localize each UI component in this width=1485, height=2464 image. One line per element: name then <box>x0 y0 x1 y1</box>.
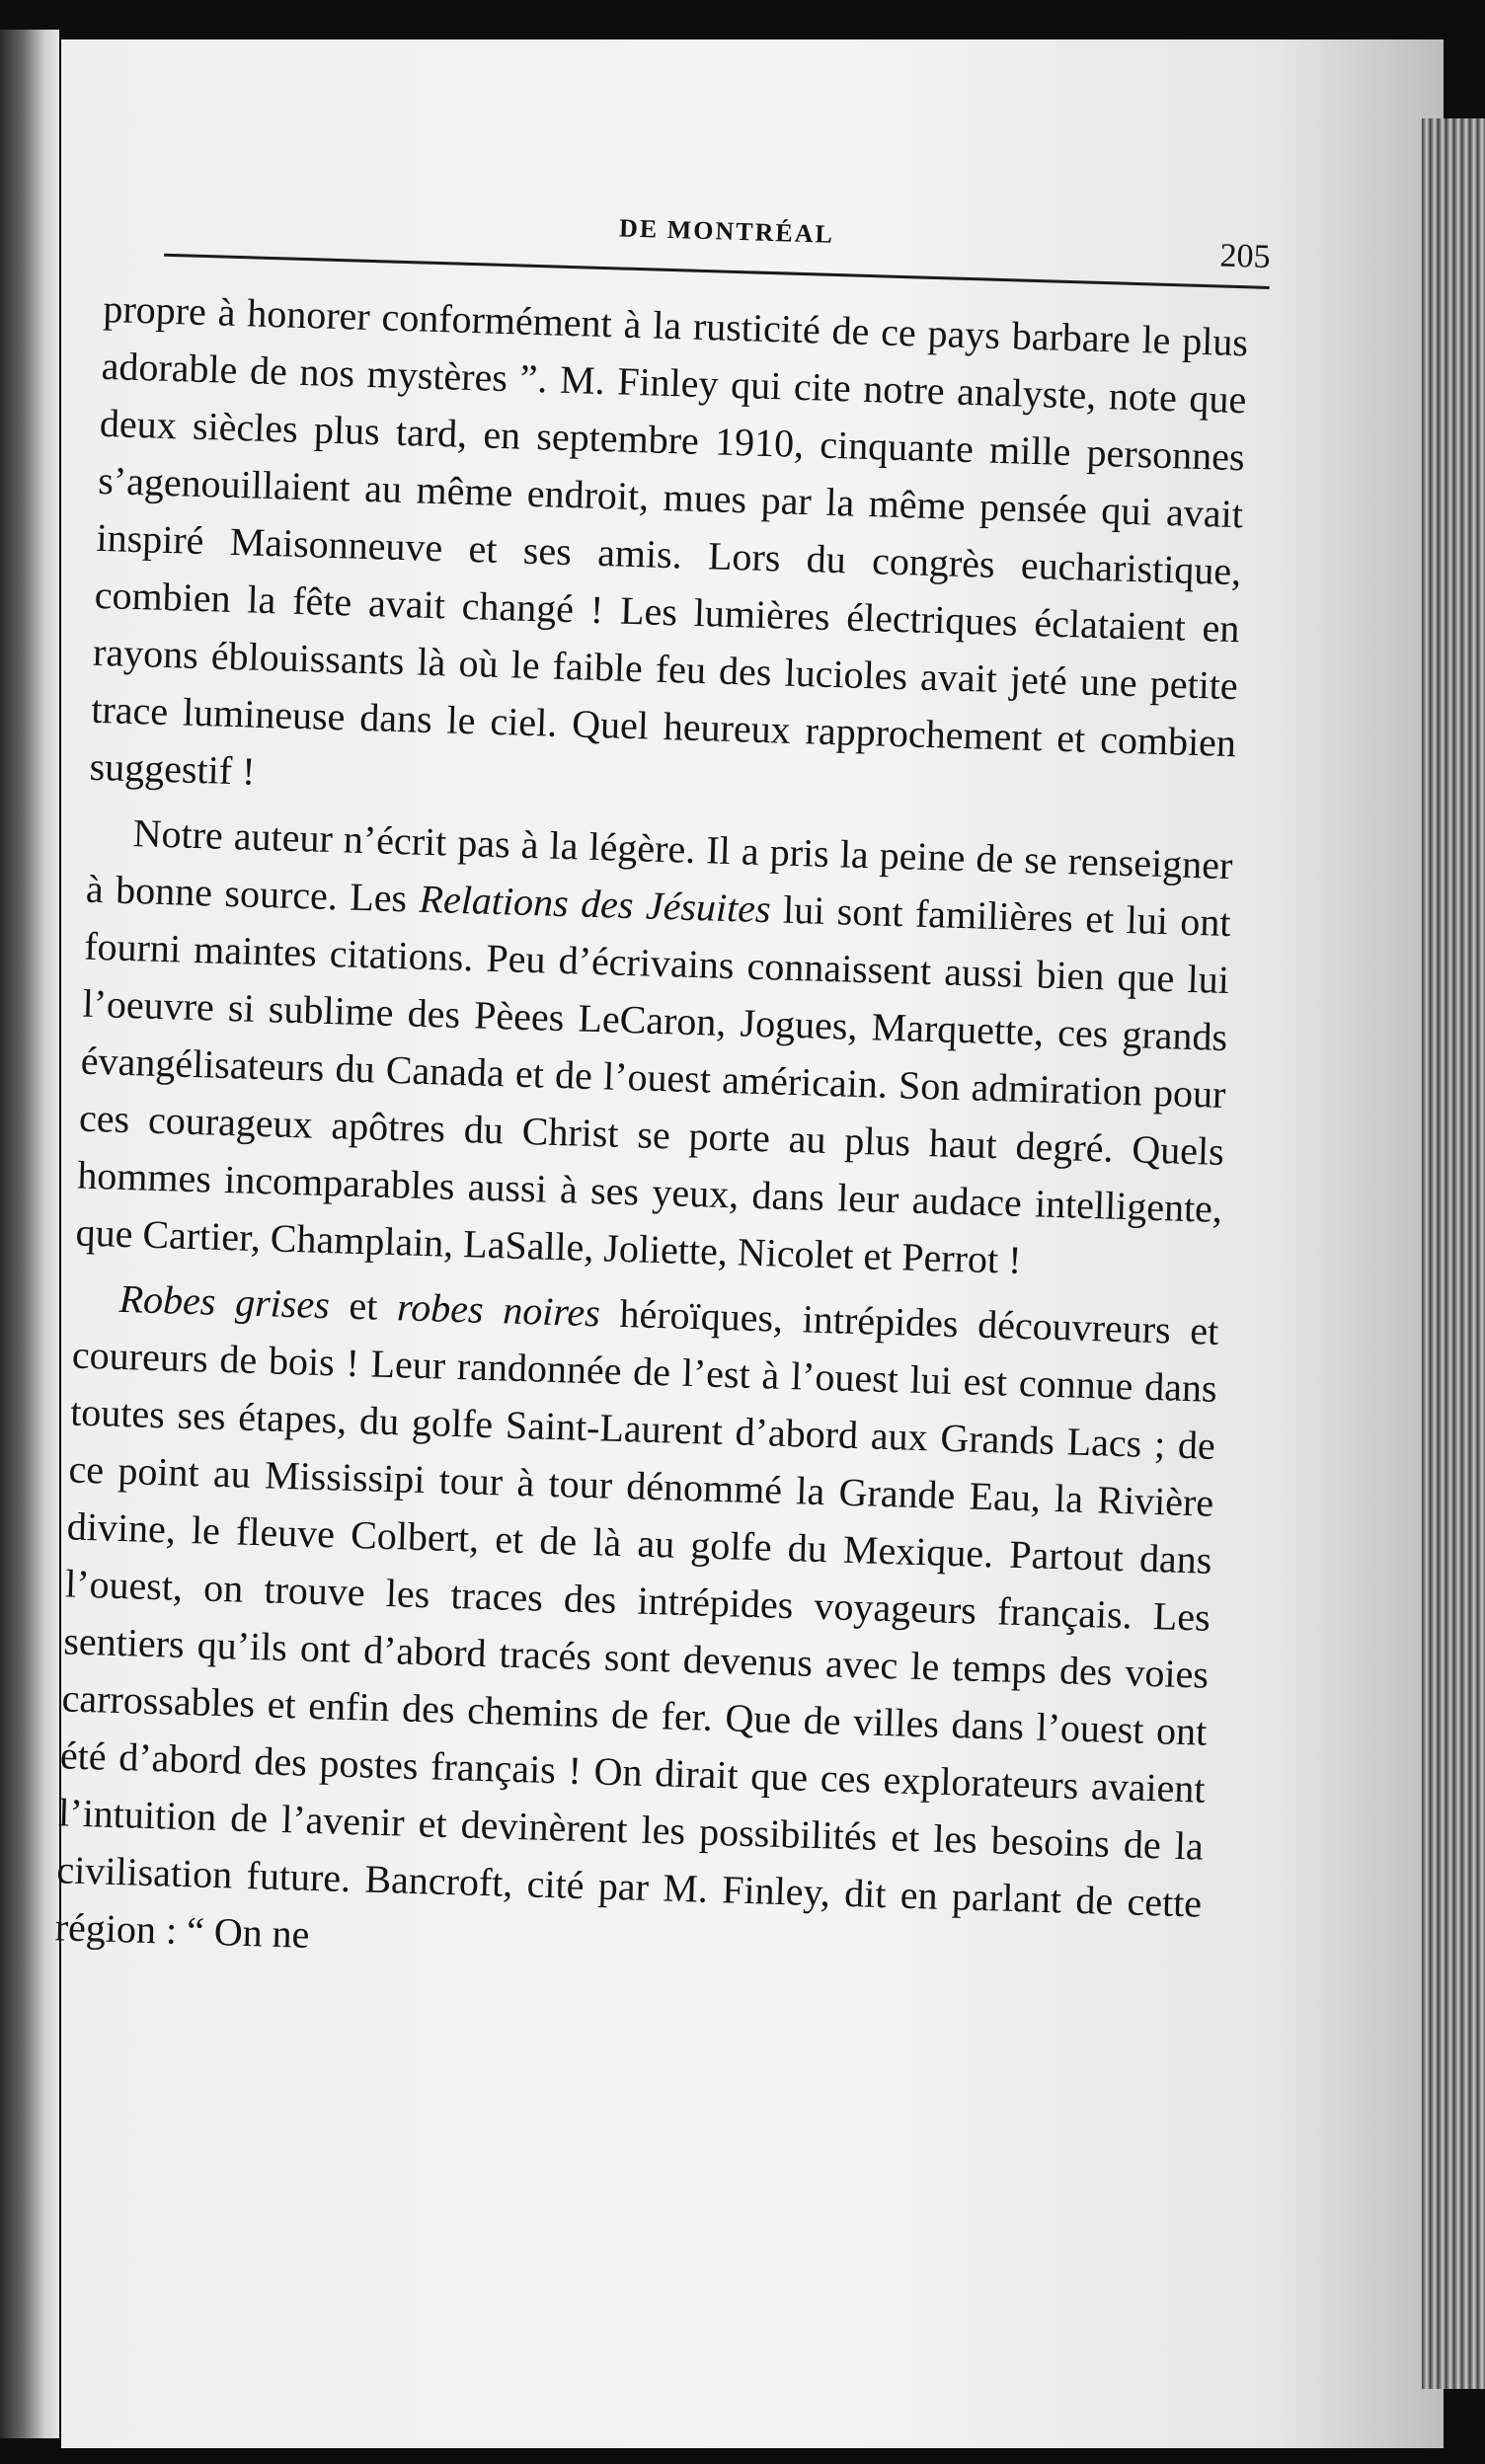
text-block <box>54 192 1272 1990</box>
running-title: DE MONTRÉAL <box>618 213 835 249</box>
robes-noires-italic: robes noires <box>396 1284 601 1336</box>
left-page-edge <box>0 30 59 2438</box>
paragraph-2-text-after: lui sont familières et lui ont fourni maintes citations. Peu d’écrivains connaissent aussi bien que lui l’oeuvre si sublime des Pèees LeCaron, Jogues, Marquette, ces grands évangélisateurs du Canada et de l’ouest américain. Son admiration pour ces courageux apôtres du Christ se porte au plus haut degré. Quels hommes incomparables aussi à ses yeux, dans leur audace intelligente, que Cartier, Champlain, LaSalle, Joliette, Nicolet et Perrot ! <box>75 886 1232 1282</box>
paragraph-3-connector: et <box>329 1282 398 1330</box>
paragraph-1: propre à honorer conformément à la rusticité de ce pays barbare le plus adorable de nos mystères ”. M. Finley qui cite notre analyste, note que deux siècles plus tard, en septembre 1910, cinquante mille personnes s’agenouillaient au même endroit, mues par la même pensée qui avait inspiré Maisonneuve et ses amis. Lors du congrès eucharistique, combien la fête avait changé ! Les lumières électriques éclataient en rayons éblouissants là où le faible feu des lucioles avait jeté une petite trace lumineuse dans le ciel. Quel heureux rapprochement et combien suggestif ! <box>89 285 1249 794</box>
paragraph-2 <box>75 804 1233 1295</box>
paragraph-3-text: héroïques, intrépides découvreurs et coureurs de bois ! Leur randonnée de l’est à l’ouest lui est connue dans toutes ses étapes, du golfe Saint-Laurent d’abord aux Grands Lacs ; de ce point au Mississipi tour à tour dénommé la Grande Eau, la Rivière divine, le fleuve Colbert, et de là au golfe du Mexique. Partout dans l’ouest, on trouve les traces des intrépides voyageurs français. Les sentiers qu’ils ont d’abord tracés sont devenus avec le temps des voies carrossables et enfin des chemins de fer. Que de villes dans l’ouest ont été d’abord des postes français ! On dirait que ces explorateurs avaient l’intuition de l’avenir et devinèrent les possibilités et les besoins de la civilisation future. Bancroft, cité par M. Finley, dit en parlant de cette région : “ On ne <box>54 1290 1219 1957</box>
relations-title-italic: Relations des Jésuites <box>419 876 772 932</box>
paragraph-3 <box>54 1270 1219 1990</box>
robes-grises-italic: Robes grises <box>118 1275 331 1328</box>
paragraph-2-text-before: Notre auteur n’écrit pas à la légère. Il a pris la peine de se renseigner à bonne source. Les <box>85 810 1233 921</box>
page-number: 205 <box>1219 237 1272 275</box>
page-stack-edge <box>1422 118 1485 2389</box>
